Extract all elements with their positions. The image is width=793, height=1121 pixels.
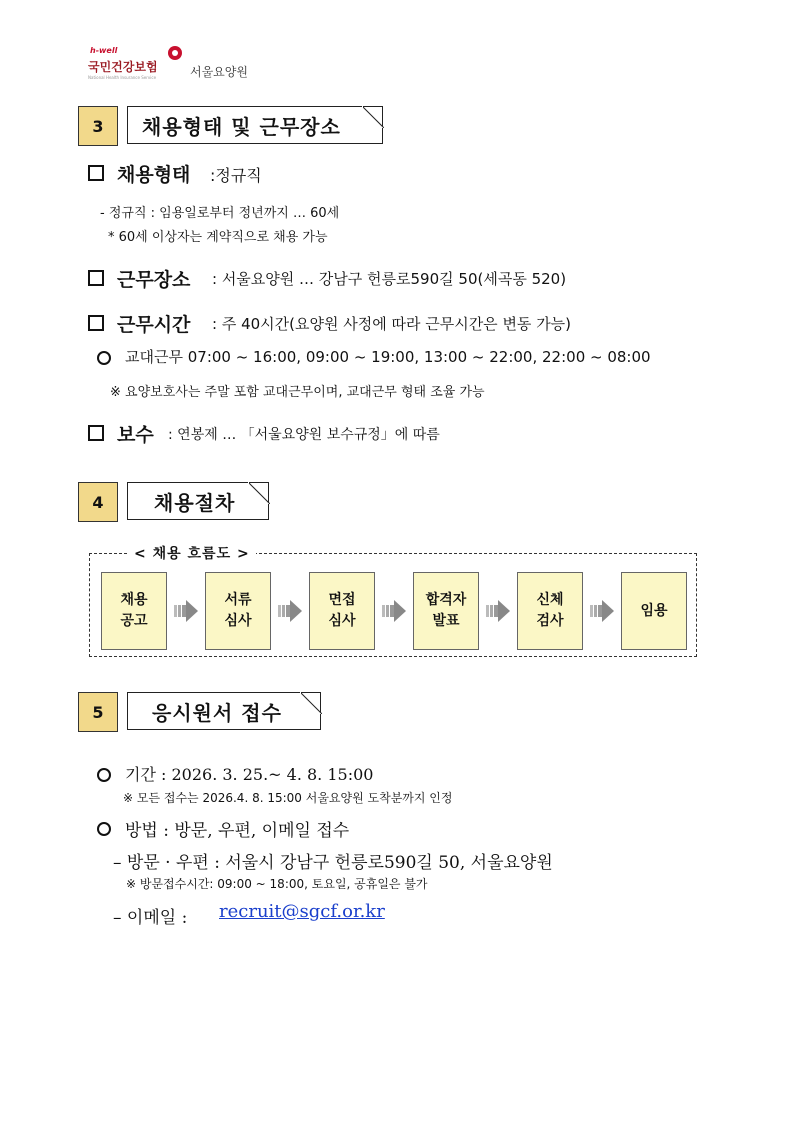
folded-corner-icon: [300, 692, 322, 714]
employment-type-note: * 60세 이상자는 계약직으로 채용 가능: [108, 230, 328, 245]
flow-step: [413, 572, 479, 650]
flow-step-line2: 발표: [432, 613, 460, 629]
section-5-number: 5: [78, 692, 118, 732]
circle-bullet-icon: [97, 822, 111, 836]
flow-step-line2: 검사: [536, 613, 564, 629]
flow-step-line1: 면접: [328, 592, 356, 608]
flow-step: [517, 572, 583, 650]
employment-type-value: :정규직: [210, 166, 262, 185]
flow-step: [621, 572, 687, 650]
logo: [88, 46, 268, 86]
visit-mail-address: – 방문 · 우편 : 서울시 강남구 헌릉로590길 50, 서울요양원: [113, 853, 553, 873]
flow-step-line1: 합격자: [425, 592, 467, 608]
flow-step-line1: 신체: [536, 592, 564, 608]
application-method: 방법 : 방문, 우편, 이메일 접수: [125, 821, 350, 841]
work-hours-label: 근무시간: [117, 314, 191, 336]
flow-step: [309, 572, 375, 650]
work-place-label: 근무장소: [117, 269, 191, 291]
shift-note: ※ 요양보호사는 주말 포함 교대근무이며, 교대근무 형태 조율 가능: [110, 385, 485, 400]
folded-corner-icon: [362, 106, 384, 128]
application-period-note: ※ 모든 접수는 2026.4. 8. 15:00 서울요양원 도착분까지 인정: [123, 791, 453, 805]
arrow-right-icon: [382, 599, 406, 623]
folded-corner-icon: [248, 482, 270, 504]
employment-type-label: 채용형태: [117, 164, 191, 186]
circle-bullet-icon: [97, 768, 111, 782]
checkbox-icon: [88, 165, 104, 181]
pay-label: 보수: [117, 424, 154, 446]
section-4-number: 4: [78, 482, 118, 522]
logo-org-name: 서울요양원: [190, 65, 248, 79]
circle-bullet-icon: [97, 351, 111, 365]
section-5-title: 응시원서 접수: [127, 692, 321, 730]
section-3-number: 3: [78, 106, 118, 146]
pay-value: : 연봉제 … 「서울요양원 보수규정」에 따름: [168, 427, 440, 443]
employment-type-detail: - 정규직 : 임용일로부터 정년까지 … 60세: [100, 206, 340, 221]
arrow-right-icon: [590, 599, 614, 623]
flow-step-line1: 서류: [224, 592, 252, 608]
application-period: 기간 : 2026. 3. 25.~ 4. 8. 15:00: [125, 765, 374, 784]
heart-logo-icon: [168, 46, 182, 60]
flow-step-line2: 공고: [120, 613, 148, 629]
section-3-title: 채용형태 및 근무장소: [127, 106, 383, 144]
checkbox-icon: [88, 425, 104, 441]
flow-label: < 채용 흐름도 >: [128, 543, 256, 563]
flow-step: [205, 572, 271, 650]
arrow-right-icon: [278, 599, 302, 623]
checkbox-icon: [88, 315, 104, 331]
email-label: – 이메일 :: [113, 908, 188, 928]
arrow-right-icon: [486, 599, 510, 623]
logo-en-text: h-well: [90, 46, 118, 55]
checkbox-icon: [88, 270, 104, 286]
flow-step-line2: 심사: [328, 613, 356, 629]
work-place-value: : 서울요양원 … 강남구 헌릉로590길 50(세곡동 520): [212, 270, 567, 288]
section-4-title: 채용절차: [127, 482, 269, 520]
logo-sub-text: National Health Insurance Service: [88, 75, 157, 80]
flow-step: [101, 572, 167, 650]
shift-schedule: 교대근무 07:00 ~ 16:00, 09:00 ~ 19:00, 13:00 ~ 22:00, 22:00 ~ 08:00: [125, 348, 651, 366]
flow-step-line2: 심사: [224, 613, 252, 629]
logo-ko-text: 국민건강보험: [88, 60, 158, 74]
email-link[interactable]: recruit@sgcf.or.kr: [219, 901, 385, 922]
arrow-right-icon: [174, 599, 198, 623]
flow-step-line1: 임용: [640, 602, 668, 619]
flow-step-line1: 채용: [120, 592, 148, 608]
work-hours-value: : 주 40시간(요양원 사정에 따라 근무시간은 변동 가능): [212, 315, 572, 333]
visit-hours-note: ※ 방문접수시간: 09:00 ~ 18:00, 토요일, 공휴일은 불가: [126, 877, 428, 891]
